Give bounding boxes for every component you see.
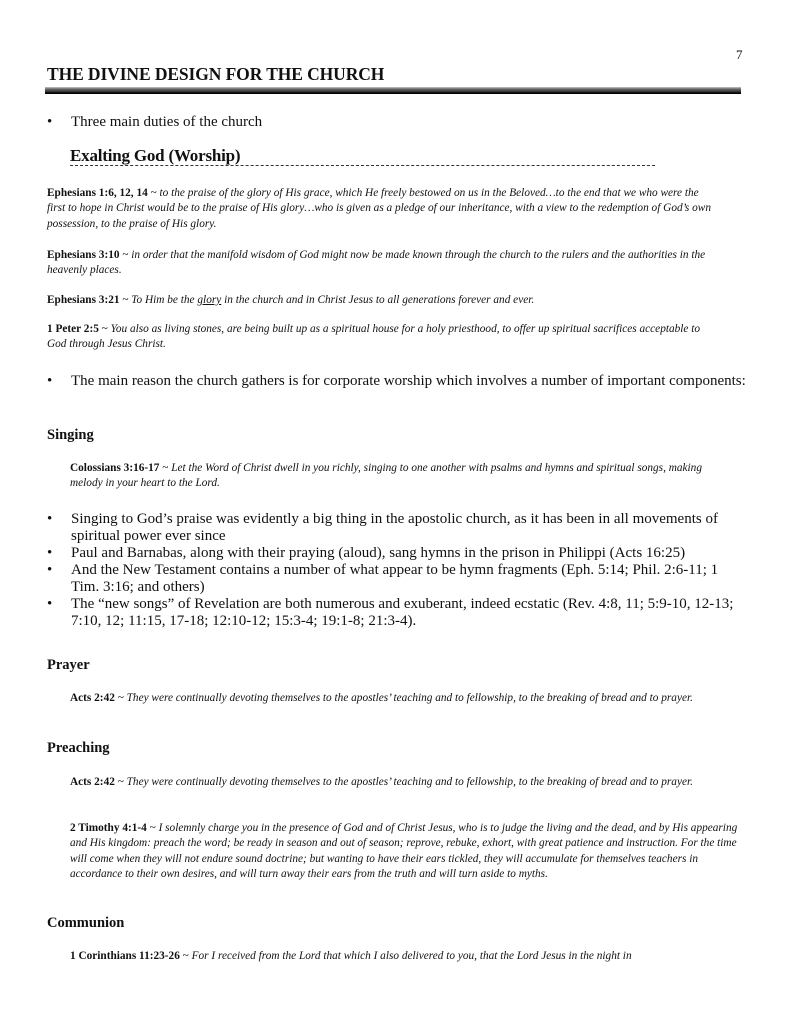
verse-acts-2-42-prayer	[70, 691, 740, 706]
verse-text: They were continually devoting themselves to the apostles’ teaching and to fellowship, to the breaking of bread and to prayer.	[126, 692, 693, 704]
verse-text: They were continually devoting themselves to the apostles’ teaching and to fellowship, to the breaking of bread and to prayer.	[126, 776, 693, 788]
tilde-separator: ~	[159, 462, 172, 474]
tilde-separator: ~	[114, 692, 127, 704]
subheading-singing: Singing	[47, 427, 94, 443]
verse-reference: 2 Timothy 4:1-4	[70, 822, 147, 834]
tilde-separator: ~	[119, 249, 132, 261]
gathering-bullet-item	[47, 373, 747, 390]
bullet-icon: •	[47, 545, 53, 561]
verse-underlined-word: glory	[197, 294, 222, 306]
verse-reference: Colossians 3:16-17	[70, 462, 160, 474]
verse-reference: Acts 2:42	[70, 692, 115, 704]
verse-colossians-3-16	[70, 461, 730, 492]
verse-1-corinthians-11-23	[70, 949, 740, 964]
bullet-icon: •	[47, 511, 53, 527]
verse-text: For I received from the Lord that which I also delivered to you, that the Lord Jesus in the night in	[191, 950, 632, 962]
bullet-text: Singing to God’s praise was evidently a big thing in the apostolic church, as it has been in all movements of spiritual power ever since	[71, 511, 718, 544]
singing-bullet-list	[47, 511, 747, 630]
verse-reference: 1 Peter 2:5	[47, 323, 99, 335]
page-number: 7	[736, 47, 743, 62]
tilde-separator: ~	[98, 323, 111, 335]
subheading-communion: Communion	[47, 915, 125, 931]
verse-reference: Ephesians 3:10	[47, 249, 120, 261]
verse-ephesians-3-10	[47, 248, 717, 279]
bullet-item	[47, 545, 747, 562]
section-heading-worship: Exalting God (Worship)	[70, 146, 241, 165]
bullet-text: The main reason the church gathers is for corporate worship which involves a number of important components:	[71, 373, 746, 389]
bullet-text: And the New Testament contains a number of what appear to be hymn fragments (Eph. 5:14; Phil. 2:6-11; 1 Tim. 3:16; and others)	[71, 562, 719, 595]
verse-text	[131, 294, 534, 306]
tilde-separator: ~	[179, 950, 192, 962]
section-heading-dashed-rule	[70, 165, 655, 166]
verse-ephesians-3-21	[47, 293, 717, 308]
subheading-prayer: Prayer	[47, 657, 90, 673]
verse-text: You also as living stones, are being built up as a spiritual house for a holy priesthood, to offer up spiritual sacrifices acceptable to God through Jesus Christ.	[47, 323, 701, 351]
bullet-text: Three main duties of the church	[71, 114, 263, 130]
verse-reference: Ephesians 3:21	[47, 294, 120, 306]
bullet-text: The “new songs” of Revelation are both numerous and exuberant, indeed ecstatic (Rev. 4:8, 11; 5:9-10, 12-13; 7:10, 12; 11:15, 17-18; 12:10-12; 15:3-4; 19:1-8; 21:3-4).	[71, 596, 734, 629]
bullet-item	[47, 511, 747, 545]
tilde-separator: ~	[114, 776, 127, 788]
bullet-icon: •	[47, 373, 53, 389]
bullet-icon: •	[47, 596, 53, 612]
bullet-icon: •	[47, 562, 53, 578]
tilde-separator: ~	[146, 822, 159, 834]
verse-text: in order that the manifold wisdom of God might now be made known through the church to the rulers and the authorities in the heavenly places.	[47, 249, 706, 277]
verse-text-after: in the church and in Christ Jesus to all generations forever and ever.	[221, 294, 535, 306]
verse-text-before: To Him be the	[131, 294, 198, 306]
bullet-item	[47, 596, 747, 630]
document-title: THE DIVINE DESIGN FOR THE CHURCH	[47, 64, 385, 84]
verse-2-timothy-4-1	[70, 821, 745, 882]
tilde-separator: ~	[119, 294, 132, 306]
verse-reference: Ephesians 1:6, 12, 14	[47, 187, 148, 199]
verse-1-peter-2-5	[47, 322, 717, 353]
verse-text: Let the Word of Christ dwell in you richly, singing to one another with psalms and hymns and spiritual songs, making melody in your heart to the Lord.	[70, 462, 702, 490]
bullet-item	[47, 562, 747, 596]
verse-text: to the praise of the glory of His grace, which He freely bestowed on us in the Beloved…to the end that we who were the first to hope in Christ would be to the praise of His glory…who is given as a pledge of our inheritance, with a view to the redemption of God’s own possession, to the praise of His glory.	[47, 187, 711, 230]
tilde-separator: ~	[147, 187, 160, 199]
title-rule-divider	[45, 87, 741, 94]
bullet-icon: •	[47, 114, 53, 130]
verse-text: I solemnly charge you in the presence of God and of Christ Jesus, who is to judge the living and the dead, and by His appearing and His kingdom: preach the word; be ready in season and out of season; reprove, rebuke, exhort, with great patience and instruction. For the time will come when they will not endure sound doctrine; but wanting to have their ears tickled, they will accumulate for themselves teachers in accordance to their own desires, and will turn away their ears from the truth and will turn aside to myths.	[70, 822, 738, 880]
bullet-text: Paul and Barnabas, along with their praying (aloud), sang hymns in the prison in Philippi (Acts 16:25)	[71, 545, 686, 561]
verse-acts-2-42-preaching	[70, 775, 740, 790]
intro-bullet-item	[47, 114, 262, 131]
verse-reference: Acts 2:42	[70, 776, 115, 788]
verse-reference: 1 Corinthians 11:23-26	[70, 950, 180, 962]
subheading-preaching: Preaching	[47, 740, 110, 756]
verse-ephesians-1-6	[47, 186, 717, 232]
